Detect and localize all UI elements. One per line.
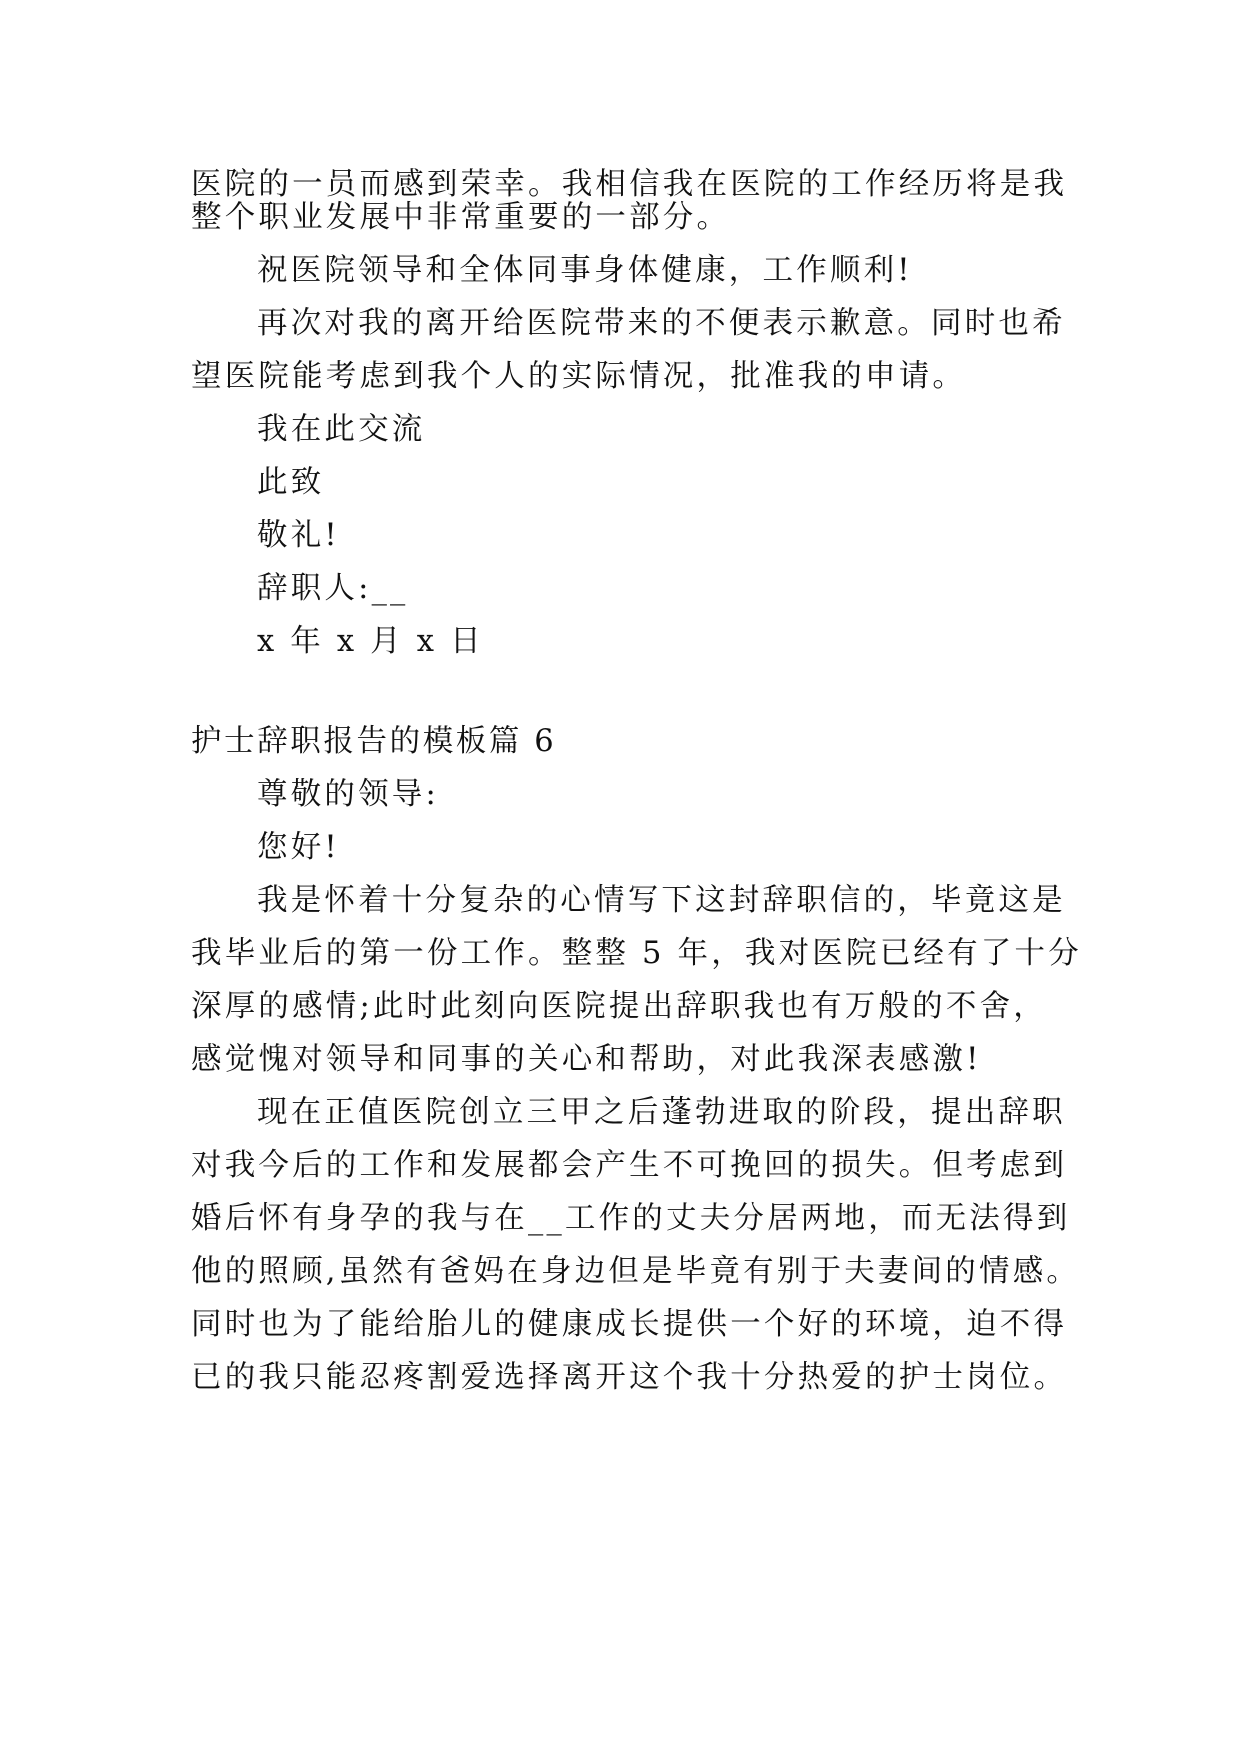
paragraph-line: 同时也为了能给胎儿的健康成长提供一个好的环境，迫不得 [191,1307,1068,1342]
greeting-line: 您好! [257,830,340,865]
date-line: x 年 x 月 x 日 [257,624,484,659]
signature-line: 辞职人:__ [257,571,409,606]
paragraph-line: 深厚的感情;此时此刻向医院提出辞职我也有万般的不舍， [191,989,1047,1024]
paragraph-line: 已的我只能忍疼割爱选择离开这个我十分热爱的护士岗位。 [191,1360,1068,1395]
paragraph-line: 我是怀着十分复杂的心情写下这封辞职信的，毕竟这是 [257,883,1066,918]
paragraph-line: 对我今后的工作和发展都会产生不可挽回的损失。但考虑到 [191,1148,1068,1183]
paragraph-line: 感觉愧对领导和同事的关心和帮助，对此我深表感激! [191,1042,982,1077]
paragraph-line: 再次对我的离开给医院带来的不便表示歉意。同时也希 [257,306,1066,341]
paragraph-line: 医院的一员而感到荣幸。我相信我在医院的工作经历将是我 [191,167,1068,202]
paragraph-line: 婚后怀有身孕的我与在__工作的丈夫分居两地，而无法得到 [191,1201,1071,1236]
section-heading: 护士辞职报告的模板篇 6 [191,724,557,759]
paragraph-line: 望医院能考虑到我个人的实际情况，批准我的申请。 [191,359,967,394]
paragraph-line: 他的照顾,虽然有爸妈在身边但是毕竟有别于夫妻间的情感。 [191,1254,1081,1289]
paragraph-line: 我在此交流 [257,412,426,447]
paragraph-line: 祝医院领导和全体同事身体健康，工作顺利! [257,253,913,288]
greeting-line: 尊敬的领导: [257,777,439,812]
paragraph-line: 现在正值医院创立三甲之后蓬勃进取的阶段，提出辞职 [257,1095,1066,1130]
paragraph-line: 整个职业发展中非常重要的一部分。 [191,200,731,235]
closing-salutation: 此致 [257,465,325,500]
closing-salutation: 敬礼! [257,518,340,553]
paragraph-line: 我毕业后的第一份工作。整整 5 年，我对医院已经有了十分 [191,936,1082,971]
